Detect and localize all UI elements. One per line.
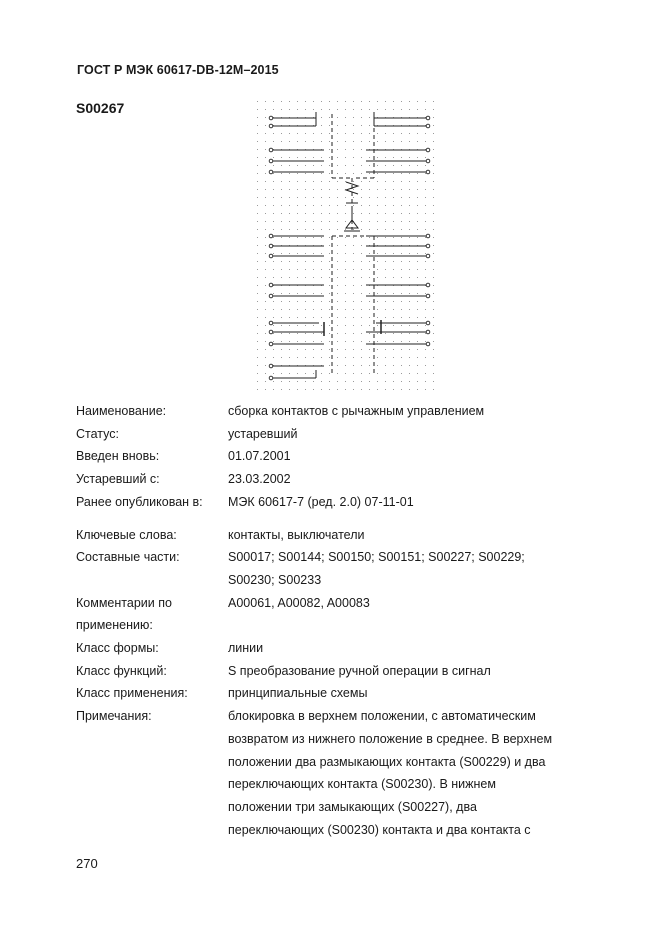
property-row-published: [76, 491, 596, 514]
property-label: Ключевые слова:: [76, 527, 177, 542]
property-value: устаревший: [228, 426, 298, 441]
property-row-application-class: [76, 682, 596, 705]
document-header: ГОСТ Р МЭК 60617-DB-12M–2015: [77, 63, 279, 77]
property-label: Класс функций:: [76, 663, 167, 678]
property-row-introduced: [76, 445, 596, 468]
property-label: Составные части:: [76, 550, 180, 565]
property-label: [76, 773, 228, 796]
symbol-code: S00267: [76, 100, 125, 116]
property-value: [228, 614, 583, 637]
property-value: линии: [228, 641, 264, 656]
property-value: 01.07.2001: [228, 449, 291, 464]
property-label: Комментарии по: [76, 595, 172, 610]
property-row-notes-cont: [76, 773, 596, 796]
property-label: [76, 728, 228, 751]
property-value: возвратом из нижнего положение в среднее. В верхнем: [228, 731, 553, 746]
page-number: 270: [76, 856, 98, 871]
property-row-keywords: [76, 524, 596, 547]
property-label: Устаревший с:: [76, 472, 160, 487]
property-row-notes-cont: [76, 819, 596, 842]
property-value: МЭК 60617-7 (ред. 2.0) 07-11-01: [228, 494, 414, 509]
property-label: [76, 751, 228, 774]
property-label: [76, 569, 228, 592]
property-row-shape-class: [76, 637, 596, 660]
property-label: Введен вновь:: [76, 449, 160, 464]
property-row-status: [76, 423, 596, 446]
property-row-comments-cont: [76, 614, 596, 637]
property-label: [76, 819, 228, 842]
property-value: S00017; S00144; S00150; S00151; S00227; S00229;: [228, 550, 525, 565]
symbol-diagram: [254, 98, 439, 393]
property-value: положении два размыкающих контакта (S00229) и два: [228, 754, 546, 769]
property-value: 23.03.2002: [228, 472, 291, 487]
property-value: положении три замыкающих (S00227), два: [228, 799, 477, 814]
property-value: S преобразование ручной операции в сигнал: [228, 663, 491, 678]
property-label: [76, 796, 228, 819]
property-row-name: [76, 400, 596, 423]
property-row-notes-cont: [76, 796, 596, 819]
property-value: переключающих (S00230) контакта и два контакта с: [228, 822, 531, 837]
property-row-components: [76, 546, 596, 569]
properties-table: [76, 400, 596, 841]
property-value: переключающих контакта (S00230). В нижнем: [228, 777, 496, 792]
property-value: сборка контактов с рычажным управлением: [228, 404, 485, 418]
property-label: применению:: [76, 618, 153, 633]
property-row-notes-cont: [76, 751, 596, 774]
property-label: Наименование:: [76, 404, 167, 418]
property-row-comments: [76, 592, 596, 615]
property-value: блокировка в верхнем положении, с автоматическим: [228, 709, 536, 724]
property-row-components-cont: [76, 569, 596, 592]
property-row-function-class: [76, 660, 596, 683]
property-value: контакты, выключатели: [228, 527, 365, 542]
property-label: Примечания:: [76, 709, 152, 724]
property-label: Ранее опубликован в:: [76, 494, 203, 509]
property-value: принципиальные схемы: [228, 686, 368, 701]
property-label: Класс формы:: [76, 641, 159, 656]
property-label: Статус:: [76, 426, 119, 441]
property-value: S00230; S00233: [228, 572, 322, 587]
property-value: A00061, A00082, A00083: [228, 595, 370, 610]
property-row-notes-cont: [76, 728, 596, 751]
property-label: Класс применения:: [76, 686, 188, 701]
property-row-obsolete: [76, 468, 596, 491]
property-row-notes: [76, 705, 596, 728]
